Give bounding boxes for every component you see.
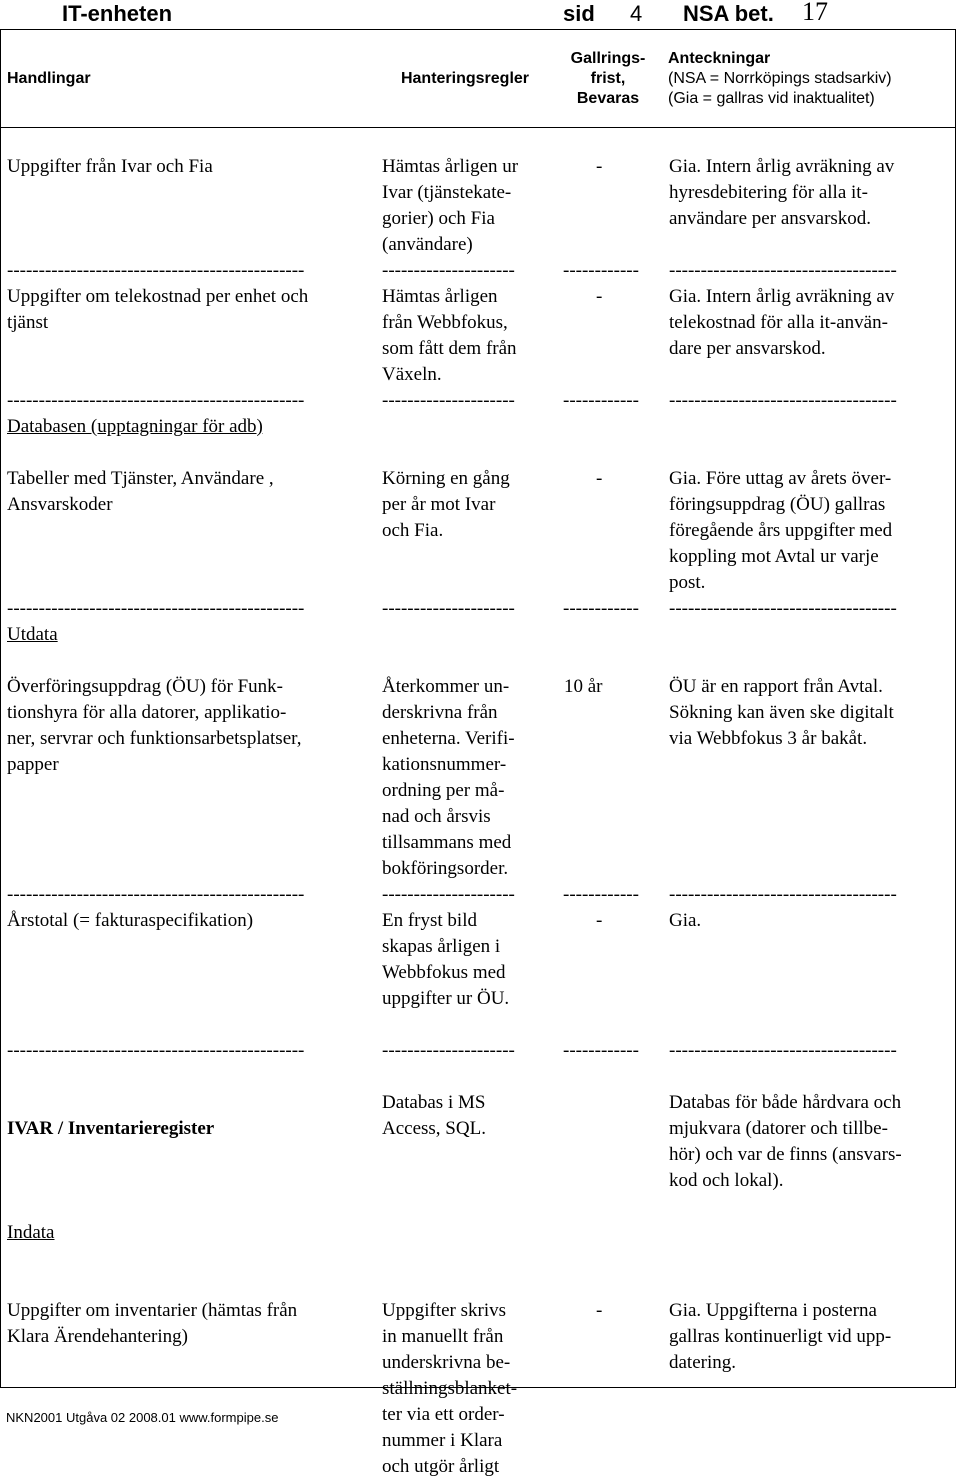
section-utdata: Utdata [7,624,58,645]
cell-anteckningar: Gia. Uppgifterna i posterna gallras kontinuerligt vid upp- datering. [669,1300,892,1373]
cell-hanteringsregler: En fryst bild skapas årligen i Webbfokus med uppgifter ur ÖU. [382,910,510,1009]
cell-handlingar: Tabeller med Tjänster, Användare , Ansvarskoder [7,468,274,515]
table-row [0,154,956,258]
section-indata: Indata [7,1222,55,1243]
dash-separator: ----------------------------------------------- --------------------- ------------ ------------------------------------ [7,598,897,619]
sid-label: sid [563,1,595,26]
table-row [0,466,956,596]
cell-gallring: - [596,286,603,307]
cell-anteckningar: Gia. Intern årlig avräkning av telekostnad för alla it-använ- dare per ansvarskod. [669,286,895,359]
section-heading-row [0,414,956,440]
cell-anteckningar: ÖU är en rapport från Avtal. Sökning kan även ske digitalt via Webbfokus 3 år bakåt. [669,676,894,749]
cell-ivar-anteckningar: Databas för både hårdvara och mjukvara (datorer och tillbe- hör) och var de finns (ansvars- kod och lokal). [669,1092,902,1191]
table-row [0,1298,956,1480]
column-header-anteckningar-note: (NSA = Norrköpings stadsarkiv) (Gia = gallras vid inaktualitet) [668,70,892,107]
cell-ivar-hanteringsregler: Databas i MS Access, SQL. [382,1092,486,1139]
cell-hanteringsregler: Återkommer un- derskrivna från enheterna. Verifi- kationsnummer- ordning per må- nad och årsvis tillsammans med bokföringsorder. [382,676,515,879]
table-row [0,674,956,882]
cell-handlingar: Uppgifter om inventarier (hämtas från Klara Ärendehantering) [7,1300,298,1347]
cell-hanteringsregler: Hämtas årligen ur Ivar (tjänstekate- gorier) och Fia (användare) [382,156,519,255]
dash-separator: ----------------------------------------------- --------------------- ------------ ------------------------------------ [7,390,897,411]
column-header-hanteringsregler: Hanteringsregler [400,70,530,87]
sid-number: 4 [630,1,643,26]
ivar-section-row [0,1090,956,1272]
table-body [0,128,956,1480]
cell-anteckningar: Gia. Intern årlig avräkning av hyresdebitering för alla it- användare per ansvarskod. [669,156,895,229]
cell-handlingar: Uppgifter om telekostnad per enhet och tjänst [7,286,309,333]
dash-separator: ----------------------------------------------- --------------------- ------------ ------------------------------------ [7,1040,897,1061]
nsa-label: NSA bet. [683,1,774,26]
unit-name: IT-enheten [62,1,173,26]
cell-gallring: 10 år [564,676,603,697]
table-row [0,284,956,388]
cell-anteckningar: Gia. Före uttag av årets över- föringsuppdrag (ÖU) gallras föregående års uppgifter med koppling mot Avtal ur varje post. [669,468,893,593]
cell-hanteringsregler: Hämtas årligen från Webbfokus, som fått dem från Växeln. [382,286,517,385]
cell-anteckningar: Gia. [669,910,702,931]
cell-handlingar: Uppgifter från Ivar och Fia [7,156,213,177]
section-ivar-title: IVAR / Inventarieregister [7,1118,215,1139]
table-row [0,908,956,1012]
cell-gallring: - [596,468,603,489]
cell-gallring: - [596,910,603,931]
cell-handlingar: Överföringsuppdrag (ÖU) för Funk- tionshyra för alla datorer, applikatio- ner, servrar och funktionsarbetsplatser, papper [7,676,302,775]
column-header-gallring: Gallrings- frist, Bevaras [570,50,646,107]
cell-handlingar: Årstotal (= fakturaspecifikation) [7,910,254,931]
section-databasen: Databasen (upptagningar för adb) [7,416,263,437]
cell-gallring: - [596,156,603,177]
column-header-anteckningar: Anteckningar [668,50,771,67]
column-header-handlingar: Handlingar [7,70,91,87]
section-heading-row [0,622,956,648]
cell-gallring: - [596,1300,603,1321]
nsa-number: 17 [802,0,828,26]
footer-text: NKN2001 Utgåva 02 2008.01 www.formpipe.se [6,1410,279,1425]
dash-separator: ----------------------------------------------- --------------------- ------------ ------------------------------------ [7,884,897,905]
dash-separator: ----------------------------------------------- --------------------- ------------ ------------------------------------ [7,260,897,281]
cell-hanteringsregler: Uppgifter skrivs in manuellt från underskrivna be- ställningsblanket- ter via ett order- nummer i Klara och utgör årligt [382,1300,518,1477]
cell-hanteringsregler: Körning en gång per år mot Ivar och Fia. [382,468,510,541]
